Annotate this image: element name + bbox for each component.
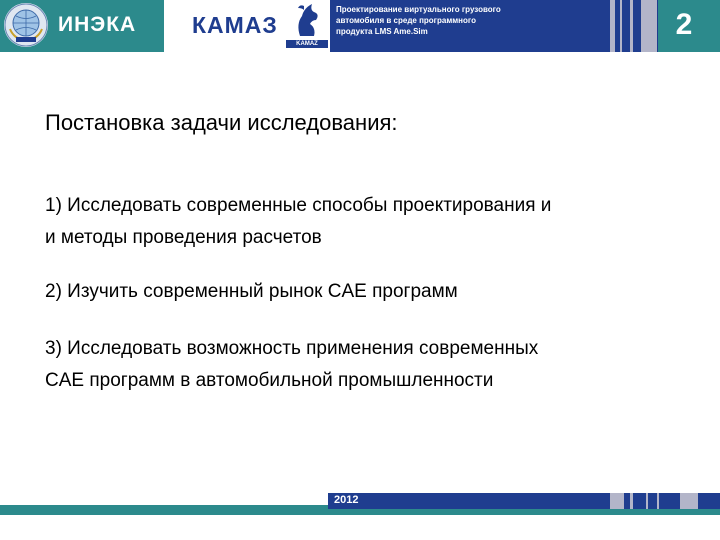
kamaz-horse-icon <box>286 0 328 50</box>
footer-year: 2012 <box>334 494 359 506</box>
kamaz-logo-caption: KAMAZ <box>286 40 328 48</box>
task-item <box>45 276 705 308</box>
presentation-title <box>336 4 606 37</box>
page-number-box <box>658 0 720 52</box>
globe-emblem-icon <box>4 3 48 47</box>
ineka-logo-text: ИНЭКА <box>58 13 137 36</box>
task-item <box>45 190 705 254</box>
section-heading: Постановка задачи исследования: <box>45 110 398 135</box>
header-divider <box>641 0 657 52</box>
header-divider <box>620 0 622 52</box>
footer-divider <box>646 493 648 509</box>
task-line: 1) Исследовать современные способы проектирования и <box>45 195 552 216</box>
slide-header <box>0 0 720 52</box>
footer-divider <box>657 493 659 509</box>
footer-year-bar <box>328 493 720 509</box>
task-line: 3) Исследовать возможность применения современных <box>45 338 539 359</box>
header-divider <box>630 0 633 52</box>
header-divider <box>610 0 615 52</box>
footer-divider <box>630 493 633 509</box>
footer-divider <box>680 493 698 509</box>
kamaz-brand-area <box>164 0 330 52</box>
footer-divider <box>610 493 624 509</box>
task-item <box>45 333 705 397</box>
task-line: 2) Изучить современный рынок CAE программ <box>45 281 458 302</box>
title-line: Проектирование виртуального грузового <box>336 5 501 14</box>
title-line: автомобиля в среде программного <box>336 16 477 25</box>
title-line: продукта LMS Ame.Sim <box>336 27 428 36</box>
kamaz-logo-text: КАМАЗ <box>192 12 278 38</box>
ineka-banner <box>0 0 164 52</box>
task-line: и методы проведения расчетов <box>45 227 322 248</box>
slide-footer <box>0 493 720 523</box>
task-line: CAE программ в автомобильной промышленности <box>45 370 494 391</box>
page-number: 2 <box>675 8 693 41</box>
